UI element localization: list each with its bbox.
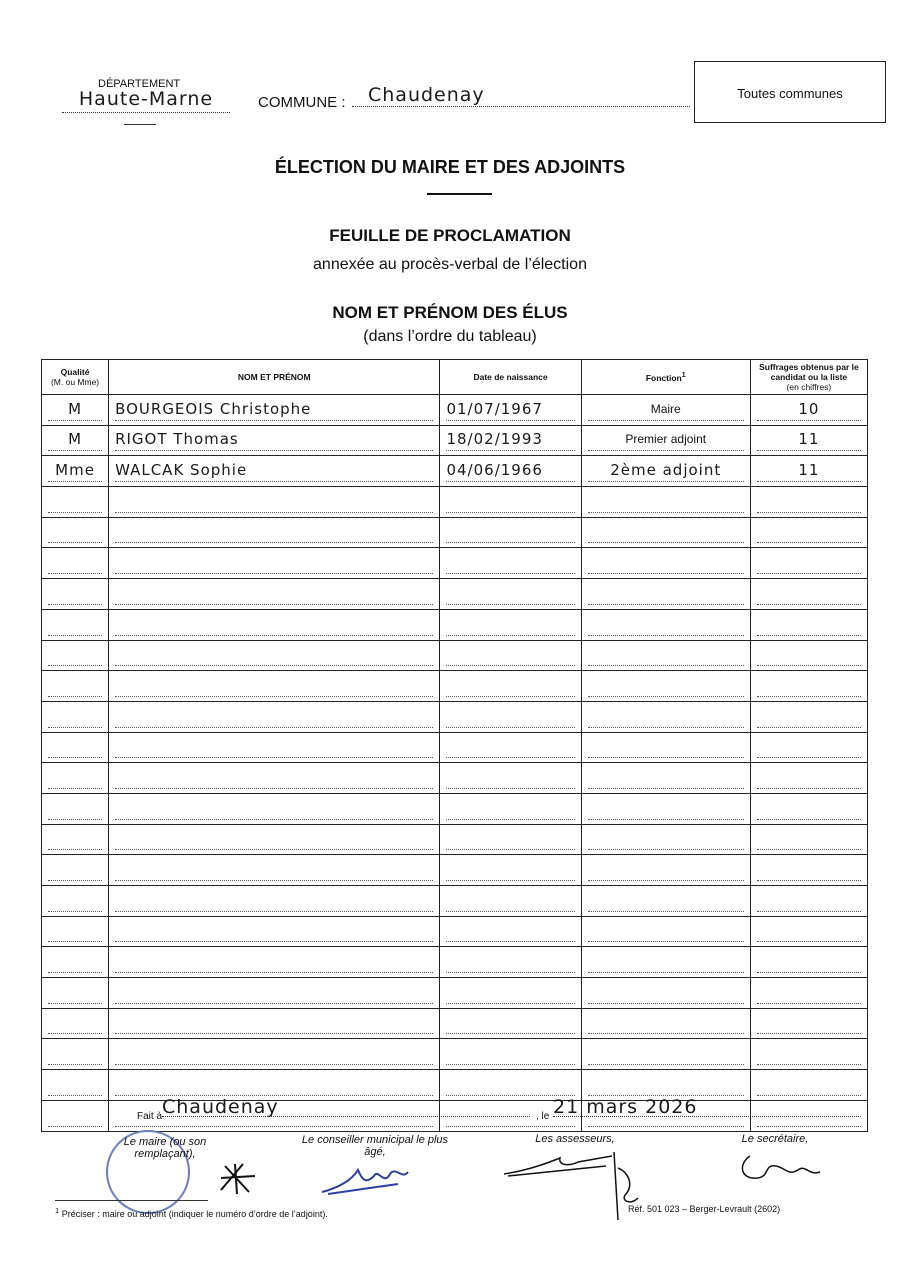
cell-qualite	[42, 916, 109, 947]
cell-date-value	[446, 643, 574, 666]
cell-nom-value	[115, 981, 433, 1004]
table-row	[42, 886, 868, 917]
cell-nom-value	[115, 797, 433, 820]
cell-suffrages	[750, 855, 867, 886]
cell-qualite-value	[48, 827, 102, 850]
cell-fonction-value: Premier adjoint	[588, 428, 744, 451]
table-row	[42, 487, 868, 518]
header-fonction	[581, 360, 750, 395]
cell-date	[440, 487, 581, 518]
cell-fonction	[581, 886, 750, 917]
cell-nom	[109, 579, 440, 610]
cell-qualite	[42, 425, 109, 456]
cell-suffrages-value	[757, 858, 861, 881]
cell-fonction-value	[588, 766, 744, 789]
cell-nom	[109, 1039, 440, 1070]
commune-value: Chaudenay	[352, 84, 690, 107]
cell-nom	[109, 609, 440, 640]
cell-qualite	[42, 517, 109, 548]
cell-fonction-value	[588, 490, 744, 513]
secretaire-label: Le secrétaire,	[741, 1133, 809, 1145]
table-row	[42, 517, 868, 548]
cell-date-value	[446, 520, 574, 543]
page-title: ÉLECTION DU MAIRE ET DES ADJOINTS	[274, 157, 626, 177]
cell-fonction-value	[588, 643, 744, 666]
cell-suffrages-value	[757, 705, 861, 728]
cell-suffrages	[750, 548, 867, 579]
assesseur-signature-2	[600, 1148, 650, 1228]
cell-suffrages-value	[757, 520, 861, 543]
cell-qualite-value	[48, 674, 102, 697]
cell-date	[440, 579, 581, 610]
cell-qualite	[42, 395, 109, 426]
cell-date	[440, 916, 581, 947]
cell-nom	[109, 916, 440, 947]
cell-qualite	[42, 487, 109, 518]
cell-nom	[109, 701, 440, 732]
cell-suffrages-value	[757, 889, 861, 912]
cell-nom	[109, 763, 440, 794]
cell-nom-value	[115, 520, 433, 543]
cell-suffrages-value	[757, 613, 861, 636]
fait-value: Chaudenay	[162, 1096, 530, 1117]
fait-label: Fait à	[137, 1111, 163, 1122]
cell-fonction	[581, 855, 750, 886]
cell-date	[440, 640, 581, 671]
page-subtitle: FEUILLE DE PROCLAMATION	[329, 226, 571, 245]
table-row	[42, 978, 868, 1009]
cell-qualite	[42, 701, 109, 732]
maire-label: Le maire (ou son remplaçant),	[123, 1136, 207, 1160]
cell-qualite-value	[48, 950, 102, 973]
annex-text: annexée au procès-verbal de l’élection	[313, 256, 587, 273]
cell-date	[440, 548, 581, 579]
table-row	[42, 548, 868, 579]
cell-fonction-value	[588, 520, 744, 543]
footnote-text: Préciser : maire ou adjoint (indiquer le numéro d’ordre de l’adjoint).	[61, 1209, 328, 1219]
cell-suffrages	[750, 793, 867, 824]
commune-label: COMMUNE :	[258, 94, 346, 111]
assesseur-signature-1	[500, 1152, 615, 1182]
cell-qualite	[42, 548, 109, 579]
date-label: , le	[536, 1111, 550, 1122]
cell-date-value	[446, 950, 574, 973]
cell-suffrages-value	[757, 1042, 861, 1065]
cell-fonction	[581, 916, 750, 947]
table-row	[42, 579, 868, 610]
cell-date	[440, 1039, 581, 1070]
cell-qualite-value	[48, 490, 102, 513]
departement-value: Haute-Marne	[62, 88, 230, 113]
cell-nom-value	[115, 643, 433, 666]
table-row	[42, 671, 868, 702]
cell-date-value	[446, 1011, 574, 1034]
cell-nom-value	[115, 766, 433, 789]
cell-nom-value: BOURGEOIS Christophe	[115, 398, 433, 421]
cell-date-value	[446, 858, 574, 881]
cell-date-value	[446, 827, 574, 850]
footnote	[55, 1206, 328, 1219]
elus-heading: NOM ET PRÉNOM DES ÉLUS	[332, 303, 568, 322]
cell-suffrages	[750, 763, 867, 794]
cell-fonction-value: Maire	[588, 398, 744, 421]
cell-date	[440, 732, 581, 763]
assesseurs-label: Les assesseurs,	[535, 1133, 615, 1145]
header-suffrages	[750, 360, 867, 395]
cell-qualite-value: Mme	[48, 459, 102, 482]
cell-qualite	[42, 886, 109, 917]
cell-qualite-value	[48, 705, 102, 728]
cell-fonction-value	[588, 858, 744, 881]
cell-fonction	[581, 548, 750, 579]
cell-nom-value	[115, 1042, 433, 1065]
cell-qualite-value	[48, 1104, 102, 1127]
cell-date-value	[446, 766, 574, 789]
cell-qualite	[42, 1039, 109, 1070]
cell-suffrages	[750, 886, 867, 917]
header-nom: NOM ET PRÉNOM	[109, 360, 440, 395]
cell-qualite-value	[48, 919, 102, 942]
table-row	[42, 855, 868, 886]
cell-suffrages	[750, 916, 867, 947]
cell-date-value: 01/07/1967	[446, 398, 574, 421]
cell-qualite	[42, 609, 109, 640]
cell-date-value	[446, 981, 574, 1004]
cell-date	[440, 395, 581, 426]
cell-qualite-value	[48, 1011, 102, 1034]
cell-qualite	[42, 671, 109, 702]
header-suffrages-label: Suffrages obtenus par le candidat ou la liste	[759, 362, 859, 382]
cell-suffrages	[750, 1039, 867, 1070]
cell-qualite-value	[48, 981, 102, 1004]
cell-nom	[109, 947, 440, 978]
table-row	[42, 793, 868, 824]
cell-nom-value	[115, 582, 433, 605]
cell-qualite	[42, 793, 109, 824]
table-row	[42, 1039, 868, 1070]
header-qualite-sub: (M. ou Mme)	[50, 377, 100, 387]
cell-suffrages-value	[757, 766, 861, 789]
scope-box	[694, 61, 886, 123]
cell-fonction	[581, 793, 750, 824]
cell-nom-value: RIGOT Thomas	[115, 428, 433, 451]
date-value: 21 mars 2026	[553, 1096, 861, 1117]
cell-qualite	[42, 1070, 109, 1101]
cell-suffrages-value	[757, 643, 861, 666]
reference-text: Réf. 501 023 – Berger-Levrault (2602)	[628, 1204, 781, 1214]
cell-qualite	[42, 1100, 109, 1131]
cell-date-value: 18/02/1993	[446, 428, 574, 451]
cell-date	[440, 671, 581, 702]
cell-fonction	[581, 1039, 750, 1070]
table-row	[42, 947, 868, 978]
cell-suffrages-value: 10	[757, 398, 861, 421]
cell-fonction-value: 2ème adjoint	[588, 459, 744, 482]
cell-qualite	[42, 732, 109, 763]
cell-date	[440, 824, 581, 855]
cell-suffrages	[750, 425, 867, 456]
table-row	[42, 640, 868, 671]
cell-suffrages	[750, 732, 867, 763]
cell-nom-value	[115, 490, 433, 513]
cell-qualite-value: M	[48, 428, 102, 451]
departement-underline	[124, 124, 156, 125]
cell-nom-value	[115, 1011, 433, 1034]
cell-qualite	[42, 978, 109, 1009]
cell-qualite-value	[48, 797, 102, 820]
cell-qualite-value	[48, 858, 102, 881]
cell-date	[440, 855, 581, 886]
footnote-mark: 1	[55, 1206, 60, 1215]
cell-fonction	[581, 487, 750, 518]
maire-signature	[215, 1160, 265, 1200]
cell-date	[440, 1008, 581, 1039]
header-fonction-label: Fonction	[645, 372, 682, 383]
cell-fonction	[581, 701, 750, 732]
cell-suffrages-value	[757, 490, 861, 513]
cell-date-value	[446, 919, 574, 942]
cell-nom	[109, 732, 440, 763]
cell-suffrages	[750, 456, 867, 487]
cell-qualite-value	[48, 1042, 102, 1065]
cell-suffrages	[750, 947, 867, 978]
cell-fonction	[581, 640, 750, 671]
cell-nom	[109, 1008, 440, 1039]
header-suffrages-sub: (en chiffres)	[786, 382, 832, 392]
cell-fonction-value	[588, 827, 744, 850]
conseiller-label: Le conseiller municipal le plus âgé,	[301, 1134, 449, 1158]
cell-date	[440, 763, 581, 794]
cell-nom	[109, 793, 440, 824]
cell-fonction	[581, 517, 750, 548]
cell-qualite	[42, 579, 109, 610]
cell-fonction	[581, 609, 750, 640]
cell-suffrages-value	[757, 827, 861, 850]
cell-qualite	[42, 824, 109, 855]
cell-date-value	[446, 705, 574, 728]
cell-qualite-value: M	[48, 398, 102, 421]
cell-date-value: 04/06/1966	[446, 459, 574, 482]
cell-qualite-value	[48, 1073, 102, 1096]
cell-nom-value	[115, 735, 433, 758]
cell-date	[440, 978, 581, 1009]
elus-subheading: (dans l’ordre du tableau)	[363, 328, 537, 345]
cell-fonction-value	[588, 1042, 744, 1065]
cell-date-value	[446, 1073, 574, 1096]
cell-suffrages-value	[757, 582, 861, 605]
cell-nom	[109, 640, 440, 671]
cell-fonction-value	[588, 551, 744, 574]
footnote-rule	[55, 1200, 208, 1201]
cell-nom-value	[115, 827, 433, 850]
cell-suffrages	[750, 1008, 867, 1039]
cell-qualite	[42, 640, 109, 671]
cell-date	[440, 609, 581, 640]
elus-table	[41, 359, 868, 1132]
cell-date-value	[446, 551, 574, 574]
cell-suffrages-value	[757, 551, 861, 574]
cell-qualite-value	[48, 889, 102, 912]
cell-suffrages	[750, 701, 867, 732]
cell-suffrages-value	[757, 950, 861, 973]
cell-suffrages-value: 11	[757, 428, 861, 451]
cell-nom	[109, 978, 440, 1009]
cell-nom	[109, 886, 440, 917]
cell-fonction-value	[588, 582, 744, 605]
cell-nom-value	[115, 551, 433, 574]
cell-suffrages	[750, 640, 867, 671]
cell-fonction-value	[588, 889, 744, 912]
cell-date-value	[446, 735, 574, 758]
table-row	[42, 456, 868, 487]
cell-nom	[109, 824, 440, 855]
table-row	[42, 1008, 868, 1039]
cell-nom	[109, 487, 440, 518]
cell-date-value	[446, 613, 574, 636]
cell-fonction	[581, 763, 750, 794]
table-row	[42, 763, 868, 794]
header-fonction-note: 1	[681, 372, 686, 380]
cell-qualite-value	[48, 520, 102, 543]
cell-qualite-value	[48, 551, 102, 574]
cell-fonction	[581, 732, 750, 763]
cell-date	[440, 701, 581, 732]
cell-fonction-value	[588, 705, 744, 728]
cell-date	[440, 886, 581, 917]
cell-qualite-value	[48, 582, 102, 605]
cell-date-value	[446, 1042, 574, 1065]
cell-fonction	[581, 978, 750, 1009]
table-row	[42, 732, 868, 763]
cell-suffrages-value: 11	[757, 459, 861, 482]
cell-fonction	[581, 947, 750, 978]
cell-qualite	[42, 947, 109, 978]
cell-qualite	[42, 763, 109, 794]
cell-fonction-value	[588, 919, 744, 942]
cell-suffrages	[750, 395, 867, 426]
cell-fonction-value	[588, 1011, 744, 1034]
cell-qualite-value	[48, 613, 102, 636]
cell-qualite-value	[48, 766, 102, 789]
cell-fonction	[581, 824, 750, 855]
cell-nom-value	[115, 950, 433, 973]
cell-suffrages	[750, 978, 867, 1009]
cell-fonction	[581, 1008, 750, 1039]
cell-date-value	[446, 797, 574, 820]
cell-suffrages	[750, 671, 867, 702]
cell-suffrages-value	[757, 1073, 861, 1096]
cell-fonction-value	[588, 797, 744, 820]
header-qualite-label: Qualité	[60, 367, 90, 377]
cell-date	[440, 947, 581, 978]
cell-nom	[109, 671, 440, 702]
cell-suffrages	[750, 579, 867, 610]
cell-date	[440, 793, 581, 824]
cell-nom-value	[115, 858, 433, 881]
cell-nom-value	[115, 674, 433, 697]
cell-qualite-value	[48, 643, 102, 666]
cell-suffrages-value	[757, 674, 861, 697]
cell-fonction-value	[588, 613, 744, 636]
cell-nom	[109, 425, 440, 456]
cell-fonction-value	[588, 674, 744, 697]
cell-date-value	[446, 889, 574, 912]
cell-nom	[109, 395, 440, 426]
header-qualite	[42, 360, 109, 395]
cell-qualite	[42, 855, 109, 886]
conseiller-signature	[318, 1158, 413, 1200]
cell-fonction-value	[588, 981, 744, 1004]
cell-nom	[109, 548, 440, 579]
header-date: Date de naissance	[440, 360, 581, 395]
cell-fonction-value	[588, 735, 744, 758]
cell-suffrages-value	[757, 735, 861, 758]
cell-suffrages-value	[757, 1011, 861, 1034]
cell-suffrages-value	[757, 981, 861, 1004]
cell-date	[440, 517, 581, 548]
cell-suffrages	[750, 517, 867, 548]
table-row	[42, 395, 868, 426]
cell-nom-value	[115, 1073, 433, 1096]
cell-qualite	[42, 1008, 109, 1039]
title-divider	[427, 193, 492, 195]
cell-fonction	[581, 671, 750, 702]
cell-date	[440, 456, 581, 487]
secretaire-signature	[736, 1150, 826, 1184]
cell-nom-value	[115, 613, 433, 636]
table-row	[42, 916, 868, 947]
cell-nom-value: WALCAK Sophie	[115, 459, 433, 482]
cell-nom	[109, 517, 440, 548]
departement-label: DÉPARTEMENT	[98, 78, 181, 90]
cell-suffrages-value	[757, 919, 861, 942]
cell-fonction	[581, 425, 750, 456]
table-row	[42, 425, 868, 456]
cell-nom-value	[115, 919, 433, 942]
table-row	[42, 609, 868, 640]
table-row	[42, 701, 868, 732]
cell-qualite-value	[48, 735, 102, 758]
cell-fonction	[581, 456, 750, 487]
cell-suffrages	[750, 609, 867, 640]
cell-qualite	[42, 456, 109, 487]
cell-fonction	[581, 395, 750, 426]
cell-date-value	[446, 582, 574, 605]
cell-fonction-value	[588, 950, 744, 973]
table-header-row	[42, 360, 868, 395]
table-row	[42, 824, 868, 855]
cell-fonction-value	[588, 1073, 744, 1096]
cell-suffrages-value	[757, 797, 861, 820]
cell-nom-value	[115, 889, 433, 912]
cell-date-value	[446, 674, 574, 697]
cell-fonction	[581, 579, 750, 610]
scope-box-label: Toutes communes	[737, 86, 843, 101]
cell-date-value	[446, 490, 574, 513]
cell-nom	[109, 855, 440, 886]
cell-nom-value	[115, 705, 433, 728]
cell-suffrages	[750, 824, 867, 855]
cell-date	[440, 425, 581, 456]
cell-suffrages	[750, 487, 867, 518]
cell-nom	[109, 456, 440, 487]
